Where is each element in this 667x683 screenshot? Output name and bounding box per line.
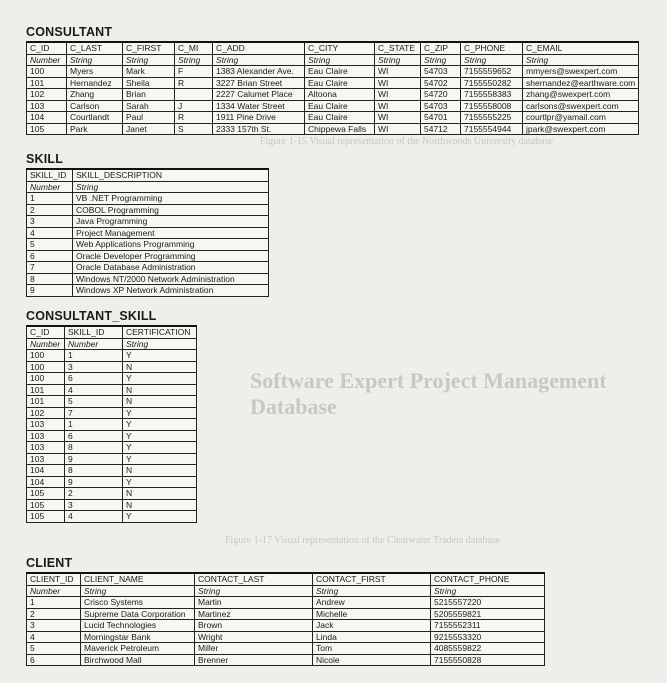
column-header: C_FIRST xyxy=(123,42,175,54)
table-row xyxy=(27,273,269,285)
consultant-skill-title: CONSULTANT_SKILL xyxy=(26,309,157,323)
table-cell: 7155550282 xyxy=(461,77,523,89)
table-cell xyxy=(175,89,213,101)
column-header: C_PHONE xyxy=(461,42,523,54)
table-cell: 6 xyxy=(65,430,123,442)
table-row xyxy=(27,597,545,609)
table-cell: 104 xyxy=(27,112,67,124)
table-cell: 104 xyxy=(27,465,65,477)
table-cell: mmyers@swexpert.com xyxy=(523,66,639,78)
table-cell: Y xyxy=(123,476,197,488)
column-header: CONTACT_PHONE xyxy=(431,573,545,585)
table-cell: N xyxy=(123,499,197,511)
table-cell: WI xyxy=(375,89,421,101)
table-row xyxy=(27,350,197,362)
table-cell: 100 xyxy=(27,350,65,362)
table-cell: 2 xyxy=(27,608,81,620)
table-cell: Java Programming xyxy=(73,216,269,228)
table-cell: WI xyxy=(375,112,421,124)
table-cell: 9 xyxy=(65,476,123,488)
table-cell: 1 xyxy=(27,597,81,609)
consultant-title: CONSULTANT xyxy=(26,25,113,39)
table-cell: 101 xyxy=(27,77,67,89)
table-cell: Mark xyxy=(123,66,175,78)
consultant-skill-table xyxy=(26,325,197,523)
column-type: String xyxy=(67,54,123,66)
table-row xyxy=(27,216,269,228)
table-row xyxy=(27,608,545,620)
table-cell: jpark@swexpert.com xyxy=(523,123,639,135)
table-row xyxy=(27,193,269,205)
table-cell: WI xyxy=(375,100,421,112)
column-type: String xyxy=(73,181,269,193)
table-row xyxy=(27,499,197,511)
column-type: String xyxy=(375,54,421,66)
table-row xyxy=(27,361,197,373)
table-cell: 54712 xyxy=(421,123,461,135)
table-row xyxy=(27,285,269,297)
table-cell: Y xyxy=(123,407,197,419)
table-cell: Y xyxy=(123,453,197,465)
table-cell: WI xyxy=(375,77,421,89)
column-header: CONTACT_FIRST xyxy=(313,573,431,585)
column-type: String xyxy=(305,54,375,66)
table-cell: 102 xyxy=(27,407,65,419)
table-cell: 102 xyxy=(27,89,67,101)
table-cell: 1383 Alexander Ave. xyxy=(213,66,305,78)
table-cell: 54702 xyxy=(421,77,461,89)
table-cell: 6 xyxy=(27,654,81,666)
skill-type-row xyxy=(27,181,269,193)
consultant-skill-section xyxy=(26,309,197,523)
table-cell: 9 xyxy=(27,285,73,297)
table-cell: Crisco Systems xyxy=(81,597,195,609)
table-row xyxy=(27,511,197,523)
table-row xyxy=(27,373,197,385)
table-cell: Web Applications Programming xyxy=(73,239,269,251)
table-cell: 7155559652 xyxy=(461,66,523,78)
table-cell: Brown xyxy=(195,620,313,632)
table-cell: Y xyxy=(123,419,197,431)
table-cell: 9 xyxy=(65,453,123,465)
consultant-header-row xyxy=(27,42,639,54)
column-header: C_ID xyxy=(27,42,67,54)
table-row xyxy=(27,654,545,666)
table-row xyxy=(27,250,269,262)
table-cell: Birchwood Mall xyxy=(81,654,195,666)
column-header: C_MI xyxy=(175,42,213,54)
column-header: C_CITY xyxy=(305,42,375,54)
consultant-table xyxy=(26,41,639,135)
table-cell: 4 xyxy=(27,631,81,643)
table-cell: 100 xyxy=(27,373,65,385)
table-cell: Y xyxy=(123,430,197,442)
skill-header-row xyxy=(27,169,269,181)
table-row xyxy=(27,631,545,643)
table-cell: S xyxy=(175,123,213,135)
table-cell: 105 xyxy=(27,123,67,135)
table-cell: 54703 xyxy=(421,66,461,78)
table-row xyxy=(27,77,639,89)
column-header: SKILL_ID xyxy=(65,326,123,338)
table-cell: 105 xyxy=(27,511,65,523)
table-cell: 5 xyxy=(65,396,123,408)
table-cell: Zhang xyxy=(67,89,123,101)
table-row xyxy=(27,100,639,112)
table-cell: VB .NET Programming xyxy=(73,193,269,205)
table-cell: 1 xyxy=(65,350,123,362)
table-cell: Windows XP Network Administration xyxy=(73,285,269,297)
table-cell: Chippewa Falls xyxy=(305,123,375,135)
table-cell: 3 xyxy=(27,620,81,632)
table-row xyxy=(27,239,269,251)
table-cell: Courtlandt xyxy=(67,112,123,124)
table-cell: 7 xyxy=(65,407,123,419)
table-cell: Y xyxy=(123,373,197,385)
table-cell: Nicole xyxy=(313,654,431,666)
client-section xyxy=(26,556,545,666)
table-cell: 1 xyxy=(65,419,123,431)
table-cell: carlsons@swexpert.com xyxy=(523,100,639,112)
table-row xyxy=(27,442,197,454)
table-cell: 103 xyxy=(27,419,65,431)
table-cell: 103 xyxy=(27,442,65,454)
table-cell: 7 xyxy=(27,262,73,274)
table-cell: 4 xyxy=(27,227,73,239)
table-cell: Miller xyxy=(195,643,313,655)
table-cell: 4 xyxy=(65,384,123,396)
column-type: String xyxy=(175,54,213,66)
table-cell: Carlson xyxy=(67,100,123,112)
table-row xyxy=(27,620,545,632)
table-cell: Altoona xyxy=(305,89,375,101)
table-row xyxy=(27,89,639,101)
table-cell: 105 xyxy=(27,488,65,500)
table-cell: 3227 Brian Street xyxy=(213,77,305,89)
column-header: SKILL_DESCRIPTION xyxy=(73,169,269,181)
table-cell: 6 xyxy=(27,250,73,262)
table-cell: Y xyxy=(123,350,197,362)
table-cell: COBOL Programming xyxy=(73,204,269,216)
client-table xyxy=(26,572,545,666)
table-cell: courtlpr@yamail.com xyxy=(523,112,639,124)
table-cell: R xyxy=(175,77,213,89)
table-cell: 2 xyxy=(27,204,73,216)
table-cell: 1911 Pine Drive xyxy=(213,112,305,124)
table-cell: Project Management xyxy=(73,227,269,239)
table-cell: Martin xyxy=(195,597,313,609)
table-cell: 54703 xyxy=(421,100,461,112)
column-type: Number xyxy=(65,338,123,350)
column-header: C_LAST xyxy=(67,42,123,54)
table-cell: Michelle xyxy=(313,608,431,620)
table-row xyxy=(27,488,197,500)
column-header: C_ID xyxy=(27,326,65,338)
column-type: String xyxy=(213,54,305,66)
column-type: String xyxy=(123,54,175,66)
table-cell: 7155550828 xyxy=(431,654,545,666)
table-cell: 7155554944 xyxy=(461,123,523,135)
column-header: C_ADD xyxy=(213,42,305,54)
column-type: Number xyxy=(27,54,67,66)
table-row xyxy=(27,262,269,274)
table-cell: J xyxy=(175,100,213,112)
client-header-row xyxy=(27,573,545,585)
table-cell: 100 xyxy=(27,361,65,373)
table-row xyxy=(27,430,197,442)
column-type: String xyxy=(461,54,523,66)
table-cell: 105 xyxy=(27,499,65,511)
table-cell: Oracle Developer Programming xyxy=(73,250,269,262)
table-cell: Janet xyxy=(123,123,175,135)
table-cell: 6 xyxy=(65,373,123,385)
column-header: C_EMAIL xyxy=(523,42,639,54)
table-cell: 101 xyxy=(27,396,65,408)
column-header: CONTACT_LAST xyxy=(195,573,313,585)
column-type: String xyxy=(421,54,461,66)
column-header: C_STATE xyxy=(375,42,421,54)
column-type: String xyxy=(431,585,545,597)
table-cell: 8 xyxy=(65,465,123,477)
table-cell: 5215557220 xyxy=(431,597,545,609)
table-cell: 3 xyxy=(27,216,73,228)
skill-section xyxy=(26,152,269,297)
table-cell: 2333 157th St. xyxy=(213,123,305,135)
table-cell: Wright xyxy=(195,631,313,643)
table-cell: Jack xyxy=(313,620,431,632)
consultant-skill-header-row xyxy=(27,326,197,338)
table-cell: Paul xyxy=(123,112,175,124)
table-cell: N xyxy=(123,465,197,477)
consultant-section xyxy=(26,25,639,135)
table-row xyxy=(27,227,269,239)
table-cell: Brian xyxy=(123,89,175,101)
table-cell: Sarah xyxy=(123,100,175,112)
table-cell: Y xyxy=(123,511,197,523)
table-cell: 3 xyxy=(65,499,123,511)
table-cell: WI xyxy=(375,123,421,135)
table-cell: Eau Claire xyxy=(305,100,375,112)
column-type: Number xyxy=(27,338,65,350)
consultant-type-row xyxy=(27,54,639,66)
column-header: C_ZIP xyxy=(421,42,461,54)
table-cell: 104 xyxy=(27,476,65,488)
table-row xyxy=(27,112,639,124)
table-cell: 7155558008 xyxy=(461,100,523,112)
column-type: Number xyxy=(27,181,73,193)
table-cell: Linda xyxy=(313,631,431,643)
table-cell: Hernandez xyxy=(67,77,123,89)
table-cell: 5 xyxy=(27,643,81,655)
table-cell: 103 xyxy=(27,100,67,112)
table-cell: 4085559822 xyxy=(431,643,545,655)
column-type: String xyxy=(523,54,639,66)
client-title: CLIENT xyxy=(26,556,73,570)
table-cell: Andrew xyxy=(313,597,431,609)
table-row xyxy=(27,407,197,419)
table-cell: Tom xyxy=(313,643,431,655)
table-cell: Y xyxy=(123,442,197,454)
table-cell: Morningstar Bank xyxy=(81,631,195,643)
table-cell: F xyxy=(175,66,213,78)
table-cell: Eau Claire xyxy=(305,66,375,78)
table-row xyxy=(27,476,197,488)
table-cell: 4 xyxy=(65,511,123,523)
table-row xyxy=(27,204,269,216)
table-cell: Maverick Petroleum xyxy=(81,643,195,655)
consultant-skill-type-row xyxy=(27,338,197,350)
table-cell: 101 xyxy=(27,384,65,396)
table-row xyxy=(27,384,197,396)
client-type-row xyxy=(27,585,545,597)
table-cell: shernandez@earthware.com xyxy=(523,77,639,89)
table-cell: N xyxy=(123,384,197,396)
table-cell: 54701 xyxy=(421,112,461,124)
table-cell: Windows NT/2000 Network Administration xyxy=(73,273,269,285)
table-cell: Martinez xyxy=(195,608,313,620)
table-cell: Eau Claire xyxy=(305,77,375,89)
table-cell: Sheila xyxy=(123,77,175,89)
column-type: Number xyxy=(27,585,81,597)
table-cell: Eau Claire xyxy=(305,112,375,124)
table-cell: 7155555225 xyxy=(461,112,523,124)
table-cell: 7155552311 xyxy=(431,620,545,632)
table-row xyxy=(27,419,197,431)
table-cell: 9215553320 xyxy=(431,631,545,643)
table-cell: WI xyxy=(375,66,421,78)
table-cell: 103 xyxy=(27,430,65,442)
column-type: String xyxy=(195,585,313,597)
table-cell: 1 xyxy=(27,193,73,205)
table-cell: 8 xyxy=(27,273,73,285)
table-row xyxy=(27,465,197,477)
table-cell: 3 xyxy=(65,361,123,373)
table-row xyxy=(27,643,545,655)
table-cell: N xyxy=(123,488,197,500)
column-type: String xyxy=(81,585,195,597)
table-row xyxy=(27,123,639,135)
column-header: CLIENT_ID xyxy=(27,573,81,585)
skill-title: SKILL xyxy=(26,152,64,166)
table-row xyxy=(27,396,197,408)
table-cell: zhang@swexpert.com xyxy=(523,89,639,101)
table-cell: 1334 Water Street xyxy=(213,100,305,112)
table-row xyxy=(27,66,639,78)
column-type: String xyxy=(313,585,431,597)
column-type: String xyxy=(123,338,197,350)
table-cell: N xyxy=(123,361,197,373)
column-header: CERTIFICATION xyxy=(123,326,197,338)
column-header: CLIENT_NAME xyxy=(81,573,195,585)
table-cell: 103 xyxy=(27,453,65,465)
table-cell: N xyxy=(123,396,197,408)
table-row xyxy=(27,453,197,465)
table-cell: 100 xyxy=(27,66,67,78)
table-cell: Supreme Data Corporation xyxy=(81,608,195,620)
table-cell: R xyxy=(175,112,213,124)
table-cell: 2227 Calumet Place xyxy=(213,89,305,101)
table-cell: 2 xyxy=(65,488,123,500)
table-cell: Oracle Database Administration xyxy=(73,262,269,274)
column-header: SKILL_ID xyxy=(27,169,73,181)
table-cell: 5205559821 xyxy=(431,608,545,620)
table-cell: Lucid Technologies xyxy=(81,620,195,632)
table-cell: Brenner xyxy=(195,654,313,666)
table-cell: 54720 xyxy=(421,89,461,101)
table-cell: 5 xyxy=(27,239,73,251)
skill-table xyxy=(26,168,269,297)
table-cell: Myers xyxy=(67,66,123,78)
table-cell: Park xyxy=(67,123,123,135)
table-cell: 7155558383 xyxy=(461,89,523,101)
table-cell: 8 xyxy=(65,442,123,454)
